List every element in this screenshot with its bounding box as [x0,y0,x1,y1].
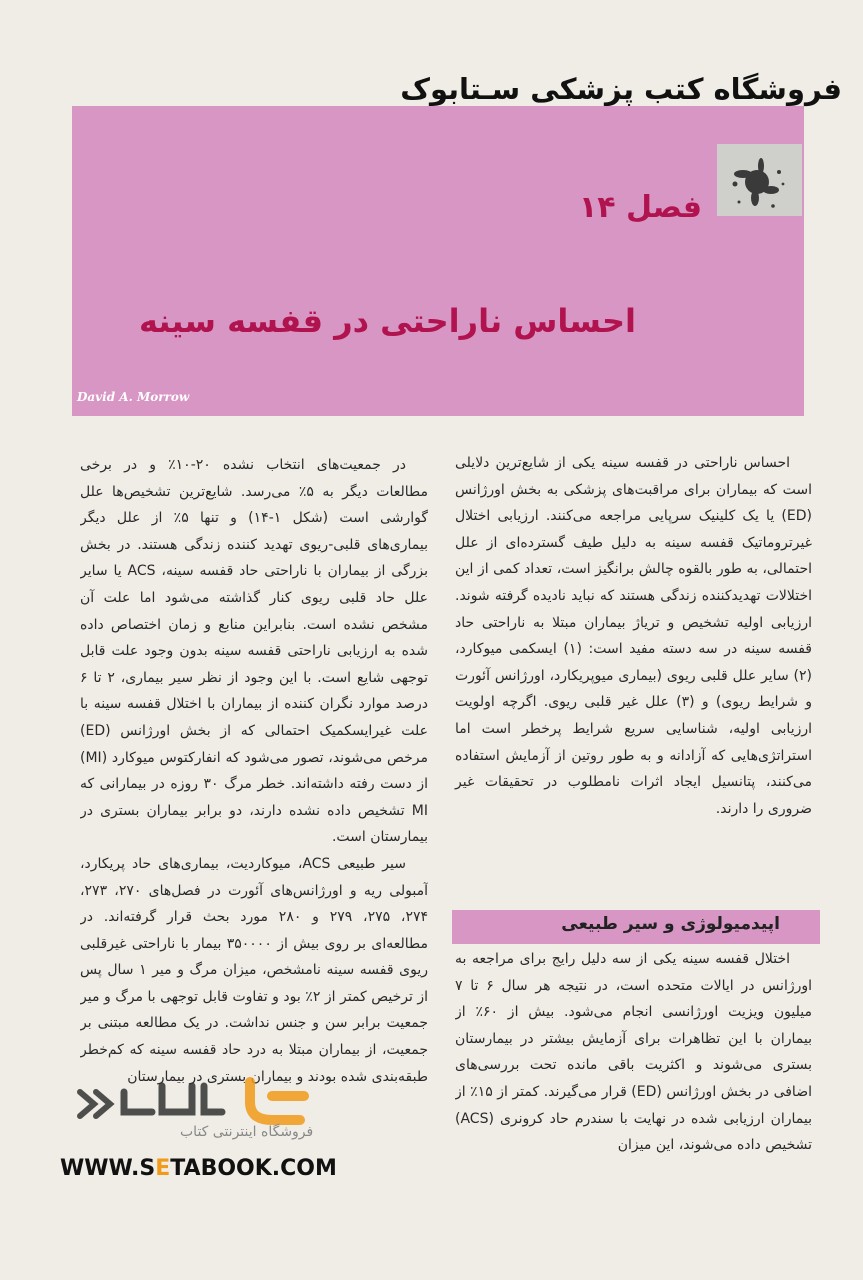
paragraph: سیر طبیعی ACS، میوکاردیت، بیماری‌های حاد پریکارد، آمبولی ریه و اورژانس‌های آئورت در فصل‌های ۲۷۰، ۲۷۳، ۲۷۴، ۲۷۵، ۲۷۹ و ۲۸۰ مورد بحث قرار گرفته‌اند. در مطالعه‌ای بر روی بیش از ۳۵۰۰۰۰ بیمار با ناراحتی غیرقلبی ریوی قفسه سینه نامشخص، میزان مرگ و میر ۱ سال پس از ترخیص کمتر از ۲٪ بود و تفاوت قابل توجهی با مرگ و میر جمعیت برابر سن و جنس نداشت. در یک مطالعه مبتنی بر جمعیت، از بیماران مبتلا به درد حاد قفسه سینه که کم‌خطر طبقه‌بندی شده بودند و بیماران بستری در بیمارستان [80,855,428,1085]
chapter-label: فصل ۱۴ [578,190,702,225]
body-column-right-bottom [455,946,812,1186]
chapter-banner [72,106,804,416]
ink-splash-icon [717,144,802,216]
setabook-watermark [60,1072,440,1162]
body-column-right-top [455,450,812,900]
paragraph: اختلال قفسه سینه یکی از سه دلیل رایج برای مراجعه به اورژانس در ایالات متحده است، در نتیجه هر سال ۶ تا ۷ میلیون ویزیت اورژانسی انجام می‌شود. بیش از ۶۰٪ از بیماران با این تظاهرات برای آزمایش بیشتر در بیمارستان بستری می‌شوند و اکثریت باقی مانده تحت بررسی‌های اضافی در بخش اورژانس (ED) قرار می‌گیرند. کمتر از ۱۵٪ از بیماران ارزیابی شده در نهایت با سندرم حاد کرونری (ACS) تشخیص داده می‌شوند، این میزان [455,951,812,1154]
url-suffix: TABOOK.COM [170,1156,337,1181]
url-prefix: WWW.S [60,1156,156,1181]
chapter-author: David A. Morrow [77,390,190,404]
paragraph: احساس ناراحتی در قفسه سینه یکی از شایع‌ترین دلایلی است که بیماران برای مراقبت‌های پزشکی به بخش اورژانس (ED) یا یک کلینیک سرپایی مراجعه می‌کنند. ارزیابی اختلال غیرتروماتیک قفسه سینه به دلیل طیف گسترده‌ای از علل احتمالی، به طور بالقوه چالش برانگیز است، تعداد کمی از این اختلالات تهدیدکننده زندگی هستند که نباید نادیده گرفته شوند. ارزیابی اولیه تشخیص و تریاژ بیماران مبتلا به ناراحتی حاد قفسه سینه در سه دسته مفید است: (۱) ایسکمی میوکارد، (۲) سایر علل قلبی ریوی (بیماری میوپریکارد، اورژانس آئورت و شرایط ریوی) و (۳) علل غیر قلبی ریوی. اگرچه اولویت ارزیابی اولیه، شناسایی سریع شرایط پرخطر است اما استراتژی‌هایی که آزادانه و به طور روتین از آزمایش استفاده می‌کنند، پتانسیل ایجاد اثرات نامطلوب در تحقیقات غیر ضروری را دارند. [455,455,813,817]
chapter-title: احساس ناراحتی در قفسه سینه [138,302,636,340]
site-url [60,1156,337,1181]
paragraph: در جمعیت‌های انتخاب نشده ۲۰-۱۰٪ و در برخی مطالعات دیگر به ۵٪ می‌رسد. شایع‌ترین تشخیص‌ها علل گوارشی است (شکل ۱-۱۴) و تنها ۵٪ از علل دیگر بیماری‌های قلبی-ریوی تهدید کننده زندگی هستند. در بخش بزرگی از بیماران با ناراحتی حاد قفسه سینه، ACS یا سایر علل حاد قلبی ریوی کنار گذاشته می‌شود اما علت آن مشخص نشده است. بنابراین منابع و زمان اختصاص داده شده به ارزیابی ناراحتی قفسه سینه بدون وجود علت قابل توجهی شایع است. با این وجود از نظر سیر بیماری، ۲ تا ۶ درصد موارد نگران کننده از بیماران با اختلال قفسه سینه با علت غیرایسکمیک احتمالی که از بخش اورژانس (ED) مرخص می‌شوند، تصور می‌شود که انفارکتوس میوکارد (MI) از دست رفته داشته‌اند. خطر مرگ ۳۰ روزه در بیمارانی که MI تشخیص داده نشده دارند، دو برابر بیماران بستری در بیمارستان است. [80,457,428,846]
section-heading-bar [452,910,820,944]
url-highlight: E [155,1156,171,1181]
section-heading: اپیدمیولوژی و سیر طبیعی [561,914,780,934]
watermark-caption: فروشگاه اینترنتی کتاب [180,1124,314,1140]
store-title: فروشگاه کتب پزشکی سـتابوک [400,72,842,106]
